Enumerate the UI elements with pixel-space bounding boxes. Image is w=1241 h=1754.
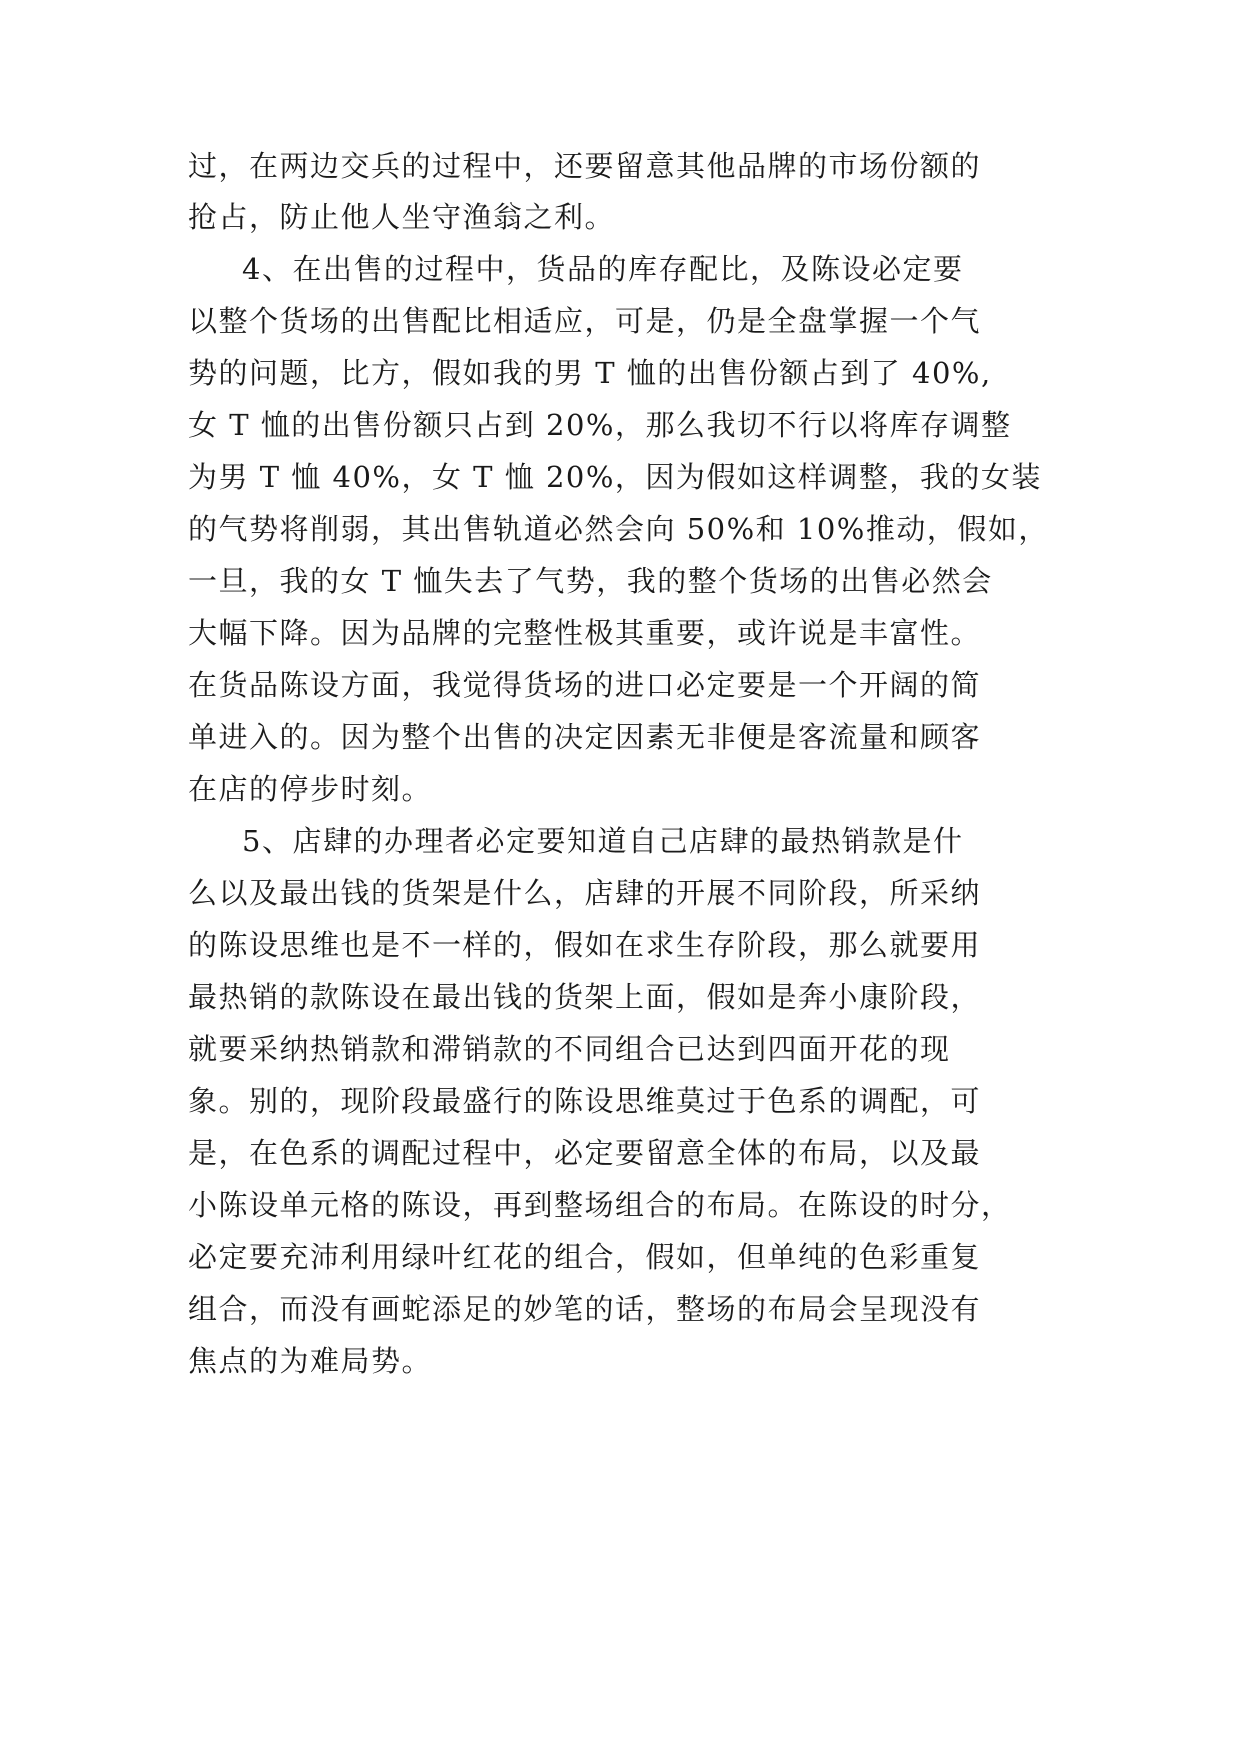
text-line: 为男 T 恤 40%，女 T 恤 20%，因为假如这样调整，我的女装 (188, 460, 1042, 494)
text-line: 在货品陈设方面，我觉得货场的进口必定要是一个开阔的简 (188, 668, 982, 702)
text-line: 势的问题，比方，假如我的男 T 恤的出售份额占到了 40%, (188, 356, 992, 390)
text-line: 就要采纳热销款和滞销款的不同组合已达到四面开花的现 (188, 1032, 951, 1066)
text-line: 大幅下降。因为品牌的完整性极其重要，或许说是丰富性。 (188, 616, 982, 650)
text-line: 一旦，我的女 T 恤失去了气势，我的整个货场的出售必然会 (188, 564, 993, 598)
text-line: 么以及最出钱的货架是什么，店肆的开展不同阶段，所采纳 (188, 876, 982, 910)
paragraph-4-first-line: 4、在出售的过程中，货品的库存配比，及陈设必定要 (242, 252, 964, 286)
paragraph-5-first-line: 5、店肆的办理者必定要知道自己店肆的最热销款是什 (242, 824, 964, 858)
text-line: 焦点的为难局势。 (188, 1344, 433, 1378)
text-line: 小陈设单元格的陈设，再到整场组合的布局。在陈设的时分， (188, 1188, 1012, 1222)
text-line: 女 T 恤的出售份额只占到 20%，那么我切不行以将库存调整 (188, 408, 1012, 442)
text-line: 最热销的款陈设在最出钱的货架上面，假如是奔小康阶段， (188, 980, 982, 1014)
text-line: 的陈设思维也是不一样的，假如在求生存阶段，那么就要用 (188, 928, 982, 962)
text-line: 以整个货场的出售配比相适应，可是，仍是全盘掌握一个气 (188, 304, 982, 338)
text-line: 单进入的。因为整个出售的决定因素无非便是客流量和顾客 (188, 720, 982, 754)
text-line: 抢占，防止他人坐守渔翁之利。 (188, 200, 616, 234)
text-line: 是，在色系的调配过程中，必定要留意全体的布局，以及最 (188, 1136, 982, 1170)
text-line: 必定要充沛利用绿叶红花的组合，假如，但单纯的色彩重复 (188, 1240, 982, 1274)
text-line: 象。别的，现阶段最盛行的陈设思维莫过于色系的调配，可 (188, 1084, 982, 1118)
text-line: 在店的停步时刻。 (188, 772, 433, 806)
text-line: 过，在两边交兵的过程中，还要留意其他品牌的市场份额的 (188, 149, 982, 183)
text-line: 的气势将削弱，其出售轨道必然会向 50%和 10%推动，假如， (188, 512, 1049, 546)
text-line: 组合，而没有画蛇添足的妙笔的话，整场的布局会呈现没有 (188, 1292, 982, 1326)
